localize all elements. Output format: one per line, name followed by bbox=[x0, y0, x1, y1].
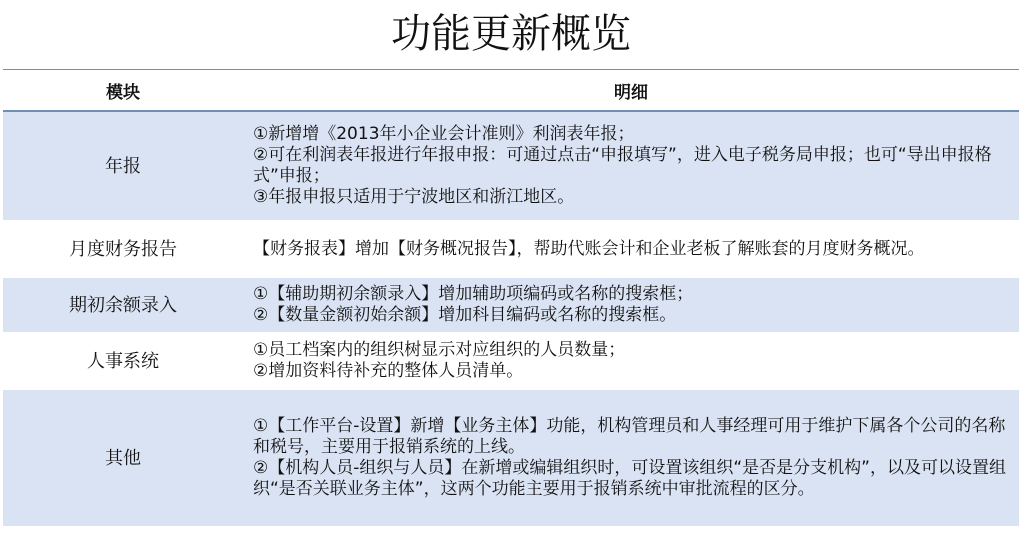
detail-line: ②【机构人员-组织与人员】在新增或编辑组织时，可设置该组织“是否是分支机构”，以及可以设置组织“是否关联业务主体”，这两个功能主要用于报销系统中审批流程的区分。 bbox=[253, 458, 1006, 499]
column-header-details: 明细 bbox=[243, 70, 1019, 112]
module-cell: 人事系统 bbox=[3, 333, 243, 389]
detail-cell bbox=[243, 277, 1019, 333]
feature-update-table bbox=[3, 69, 1019, 528]
detail-line: ①员工档案内的组织树显示对应组织的人员数量； bbox=[253, 340, 626, 360]
detail-line: ③年报申报只适用于宁波地区和浙江地区。 bbox=[253, 187, 575, 207]
table-row bbox=[3, 389, 1019, 527]
page-title: 功能更新概览 bbox=[391, 11, 631, 57]
module-cell: 期初余额录入 bbox=[3, 277, 243, 333]
module-cell: 月度财务报告 bbox=[3, 221, 243, 277]
table-header-row bbox=[3, 70, 1019, 112]
detail-line: ②增加资料待补充的整体人员清单。 bbox=[253, 361, 524, 381]
detail-line: ①【工作平台-设置】新增【业务主体】功能，机构管理员和人事经理可用于维护下属各个公司的名称和税号，主要用于报销系统的上线。 bbox=[253, 416, 1006, 457]
detail-cell bbox=[243, 221, 1019, 277]
column-header-module: 模块 bbox=[3, 70, 243, 112]
table-row bbox=[3, 277, 1019, 333]
detail-line: ①新增增《2013年小企业会计准则》利润表年报； bbox=[253, 124, 635, 144]
module-cell: 其他 bbox=[3, 389, 243, 527]
table-row bbox=[3, 221, 1019, 277]
detail-cell bbox=[243, 333, 1019, 389]
detail-line: ②可在利润表年报进行年报申报：可通过点击“申报填写”，进入电子税务局申报；也可“导出申报格式”申报； bbox=[253, 145, 992, 186]
detail-cell bbox=[243, 389, 1019, 527]
module-cell: 年报 bbox=[3, 111, 243, 221]
table-row bbox=[3, 111, 1019, 221]
table-row bbox=[3, 333, 1019, 389]
detail-line: 【财务报表】增加【财务概况报告】，帮助代账会计和企业老板了解账套的月度财务概况。 bbox=[253, 238, 925, 259]
detail-line: ②【数量金额初始余额】增加科目编码或名称的搜索框。 bbox=[253, 305, 677, 325]
detail-line: ①【辅助期初余额录入】增加辅助项编码或名称的搜索框； bbox=[253, 284, 694, 304]
detail-cell bbox=[243, 111, 1019, 221]
